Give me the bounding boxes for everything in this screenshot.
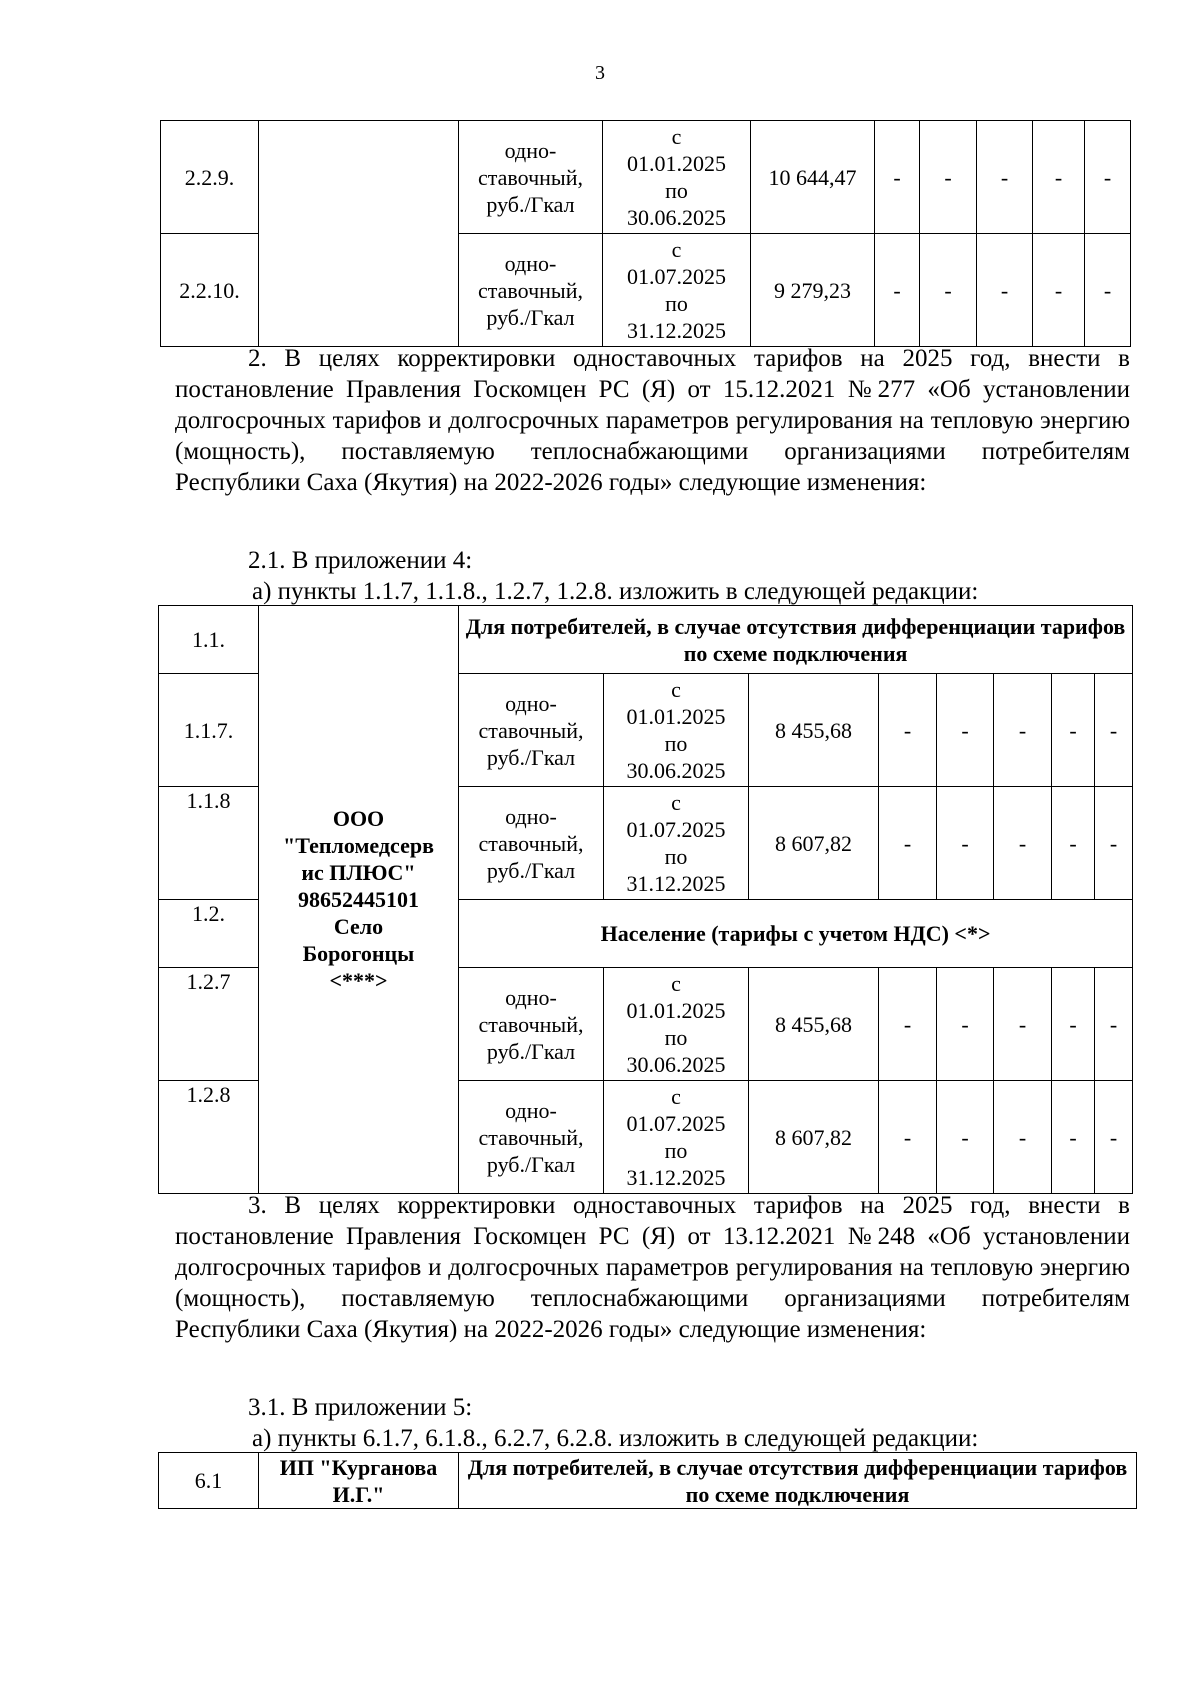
tariff-type: одно- ставочный, руб./Гкал (459, 674, 604, 787)
section-2-1-heading: 2.1. В приложении 4: (248, 547, 473, 574)
empty-value: - (875, 234, 920, 347)
group-header-row (159, 1453, 1137, 1509)
empty-value: - (1085, 121, 1131, 234)
tariff-value: 8 455,68 (749, 968, 879, 1081)
group-header: Население (тарифы с учетом НДС) <*> (459, 900, 1133, 968)
empty-value: - (937, 674, 994, 787)
tariff-period: с 01.07.2025 по 31.12.2025 (604, 1081, 749, 1194)
tariff-value: 10 644,47 (751, 121, 875, 234)
row-number: 2.2.10. (161, 234, 259, 347)
section-3-paragraph: 3. В целях корректировки одноставочных тарифов на 2025 год, внести в постановление Правления Госкомцен РС (Я) от 13.12.2021 №248 «Об установлении долгосрочных тарифов и долгосрочных параметров регулирования на тепловую энергию (мощность), поставляемую теплоснабжающими организациями потребителям Республики Саха (Якутия) на 2022-2026 годы» следующие изменения: (175, 1192, 1130, 1343)
empty-value: - (1033, 121, 1085, 234)
empty-value: - (937, 1081, 994, 1194)
empty-value: - (1095, 968, 1133, 1081)
empty-value: - (994, 1081, 1052, 1194)
group-number: 6.1 (159, 1453, 259, 1509)
empty-value: - (875, 121, 920, 234)
empty-value: - (1052, 787, 1095, 900)
row-number: 1.2.7 (159, 968, 259, 1081)
tariff-type: одно- ставочный, руб./Гкал (459, 1081, 604, 1194)
empty-value: - (879, 1081, 937, 1194)
group-number: 1.1. (159, 606, 259, 674)
tariff-period: с 01.01.2025 по 30.06.2025 (603, 121, 751, 234)
organization-cell: ИП "Курганова И.Г." (259, 1453, 459, 1509)
tariff-value: 8 607,82 (749, 787, 879, 900)
group-number: 1.2. (159, 900, 259, 968)
empty-value: - (1052, 968, 1095, 1081)
empty-value: - (994, 674, 1052, 787)
section-2-1-item-a: а) пункты 1.1.7, 1.1.8., 1.2.7, 1.2.8. изложить в следующей редакции: (252, 578, 979, 605)
empty-value: - (879, 787, 937, 900)
tariff-value: 8 455,68 (749, 674, 879, 787)
empty-value: - (1095, 787, 1133, 900)
tariff-period: с 01.07.2025 по 31.12.2025 (604, 787, 749, 900)
tariff-table-appendix-4 (158, 605, 1133, 1194)
tariff-value: 9 279,23 (751, 234, 875, 347)
empty-value: - (920, 234, 977, 347)
empty-value: - (1033, 234, 1085, 347)
empty-value: - (937, 968, 994, 1081)
empty-value: - (994, 787, 1052, 900)
tariff-type: одно- ставочный, руб./Гкал (459, 121, 603, 234)
empty-value: - (977, 121, 1033, 234)
empty-value: - (1085, 234, 1131, 347)
empty-value: - (1052, 1081, 1095, 1194)
empty-value: - (1052, 674, 1095, 787)
group-header: Для потребителей, в случае отсутствия дифференциации тарифов по схеме подключения (459, 606, 1133, 674)
empty-value: - (937, 787, 994, 900)
group-header-row (159, 606, 1133, 674)
table-row (161, 121, 1131, 234)
row-number: 1.2.8 (159, 1081, 259, 1194)
page-number: 3 (595, 62, 605, 84)
empty-value: - (1095, 1081, 1133, 1194)
row-number: 1.1.7. (159, 674, 259, 787)
organization-cell: ООО "Тепломедсерв ис ПЛЮС" 98652445101 Село Борогонцы <***> (259, 606, 459, 1194)
tariff-type: одно- ставочный, руб./Гкал (459, 787, 604, 900)
section-3-1-item-a: а) пункты 6.1.7, 6.1.8., 6.2.7, 6.2.8. изложить в следующей редакции: (252, 1425, 979, 1452)
empty-value: - (994, 968, 1052, 1081)
row-number: 2.2.9. (161, 121, 259, 234)
empty-value: - (977, 234, 1033, 347)
empty-value: - (879, 968, 937, 1081)
organization-cell (259, 121, 459, 347)
empty-value: - (879, 674, 937, 787)
tariff-table-continuation (160, 120, 1131, 347)
tariff-period: с 01.01.2025 по 30.06.2025 (604, 674, 749, 787)
empty-value: - (1095, 674, 1133, 787)
tariff-table-appendix-5 (158, 1452, 1137, 1509)
group-header: Для потребителей, в случае отсутствия дифференциации тарифов по схеме подключения (459, 1453, 1137, 1509)
tariff-type: одно- ставочный, руб./Гкал (459, 968, 604, 1081)
section-3-1-heading: 3.1. В приложении 5: (248, 1394, 473, 1421)
section-2-paragraph: 2. В целях корректировки одноставочных тарифов на 2025 год, внести в постановление Правления Госкомцен РС (Я) от 15.12.2021 №277 «Об установлении долгосрочных тарифов и долгосрочных параметров регулирования на тепловую энергию (мощность), поставляемую теплоснабжающими организациями потребителям Республики Саха (Якутия) на 2022-2026 годы» следующие изменения: (175, 345, 1130, 496)
tariff-period: с 01.07.2025 по 31.12.2025 (603, 234, 751, 347)
tariff-period: с 01.01.2025 по 30.06.2025 (604, 968, 749, 1081)
tariff-type: одно- ставочный, руб./Гкал (459, 234, 603, 347)
empty-value: - (920, 121, 977, 234)
row-number: 1.1.8 (159, 787, 259, 900)
tariff-value: 8 607,82 (749, 1081, 879, 1194)
